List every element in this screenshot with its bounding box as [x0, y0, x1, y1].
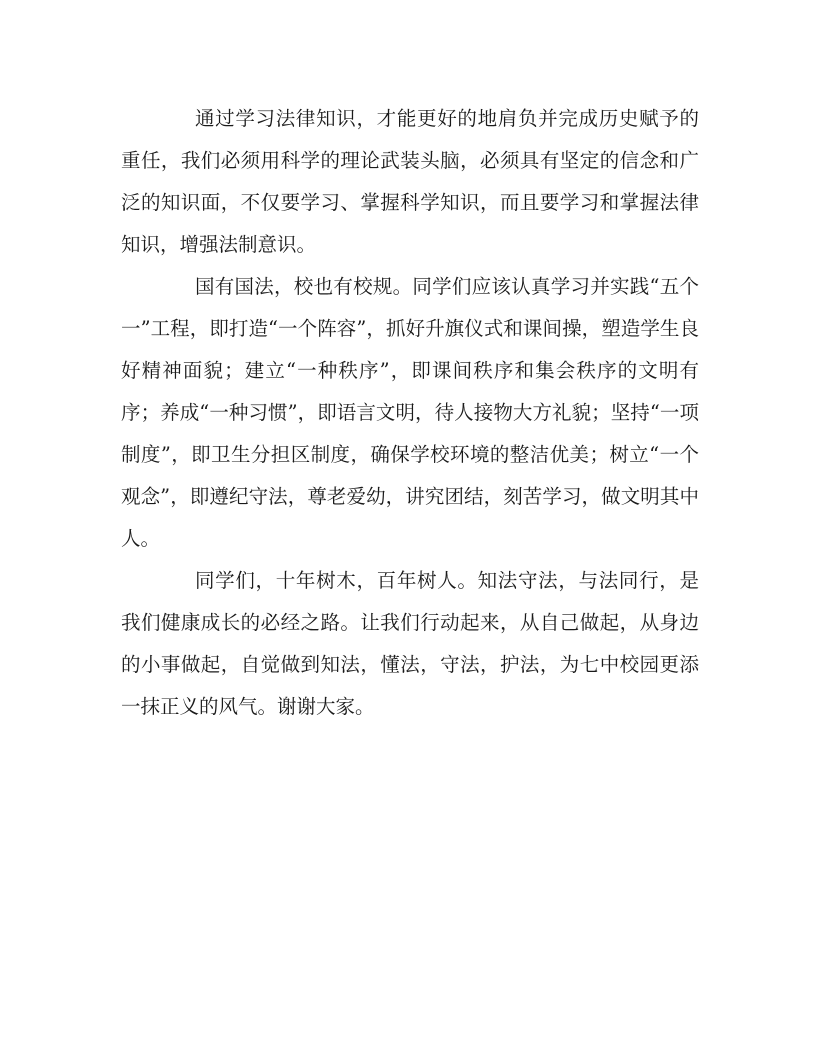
paragraph-school-rules: 国有国法，校也有校规。同学们应该认真学习并实践“五个一”工程，即打造“一个阵容”，抓好升旗仪式和课间操，塑造学生良好精神面貌；建立“一种秩序”，即课间秩序和集会秩序的文明有序；养成“一种习惯”，即语言文明，待人接物大方礼貌；坚持“一项制度”，即卫生分担区制度，确保学校环境的整洁优美；树立“一个观念”，即遵纪守法，尊老爱幼，讲究团结，刻苦学习，做文明其中人。: [121, 275, 699, 550]
paragraph-closing: 同学们，十年树木，百年树人。知法守法，与法同行，是我们健康成长的必经之路。让我们行动起来，从自己做起，从身边的小事做起，自觉做到知法，懂法，守法，护法，为七中校园更添一抹正义的风气。谢谢大家。: [121, 569, 699, 718]
paragraph-law-knowledge: 通过学习法律知识，才能更好的地肩负并完成历史赋予的重任，我们必须用科学的理论武装头脑，必须具有坚定的信念和广泛的知识面，不仅要学习、掌握科学知识，而且要学习和掌握法律知识，增强法制意识。: [121, 107, 699, 256]
document-body: [121, 98, 699, 728]
